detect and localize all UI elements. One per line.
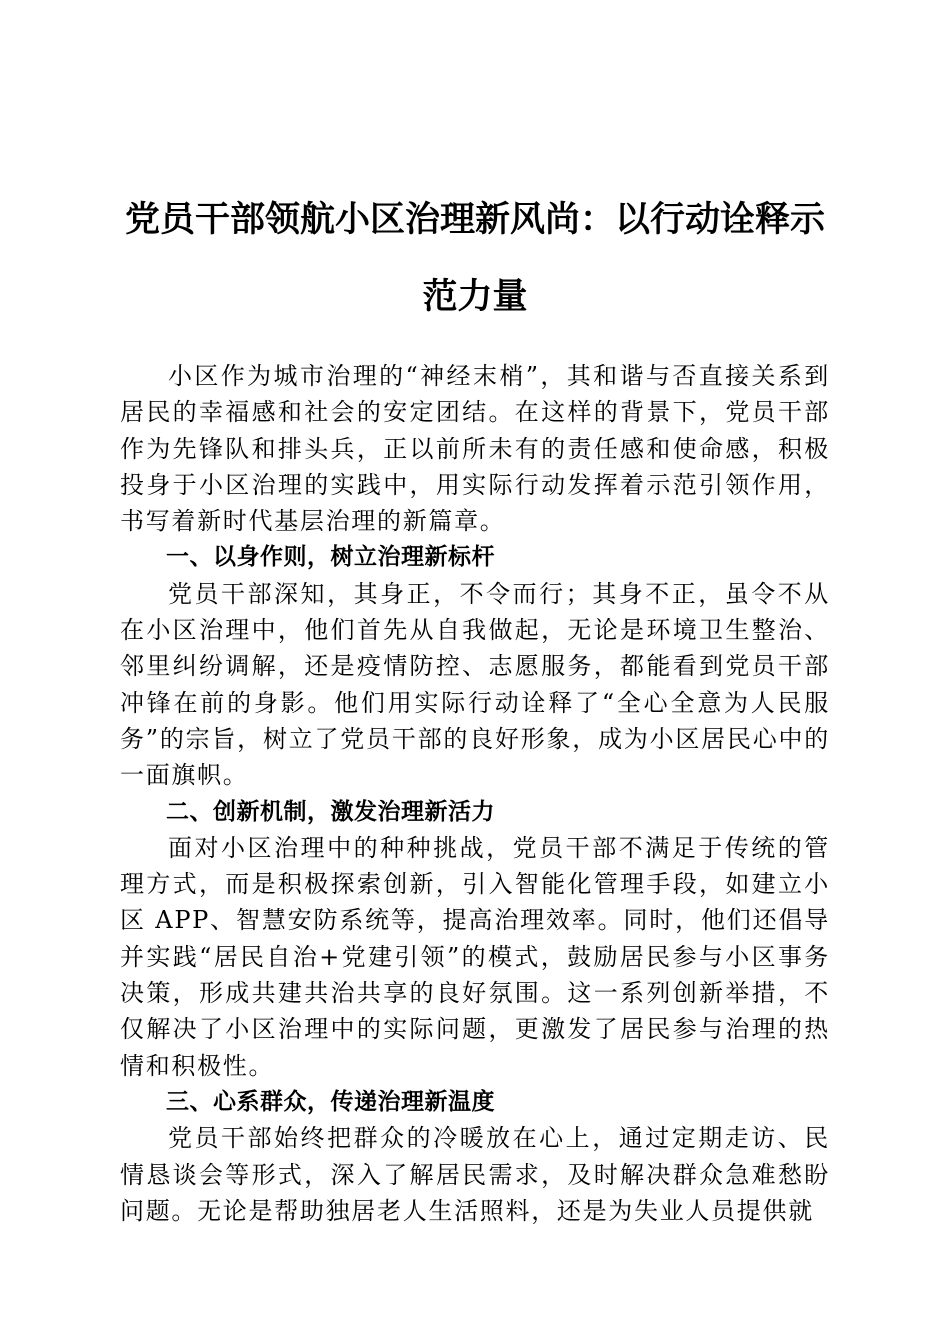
document-body (120, 358, 830, 1229)
intro-paragraph: 小区作为城市治理的“神经末梢”，其和谐与否直接关系到居民的幸福感和社会的安定团结。在这样的背景下，党员干部作为先锋队和排头兵，正以前所未有的责任感和使命感，积极投身于小区治理的实践中，用实际行动发挥着示范引领作用，书写着新时代基层治理的新篇章。 (120, 362, 830, 536)
section-paragraph-1: 党员干部深知，其身正，不令而行；其身不正，虽令不从在小区治理中，他们首先从自我做起，无论是环境卫生整治、邻里纠纷调解，还是疫情防控、志愿服务，都能看到党员干部冲锋在前的身影。他们用实际行动诠释了“全心全意为人民服务”的宗旨，树立了党员干部的良好形象，成为小区居民心中的一面旗帜。 (120, 579, 830, 790)
section-heading-2: 二、创新机制，激发治理新活力 (166, 798, 495, 825)
section-paragraph-2: 面对小区治理中的种种挑战，党员干部不满足于传统的管理方式，而是积极探索创新，引入智能化管理手段，如建立小区 APP、智慧安防系统等，提高治理效率。同时，他们还倡导并实践“居民自治+党建引领”的模式，鼓励居民参与小区事务决策，形成共建共治共享的良好氛围。这一系列创新举措，不仅解决了小区治理中的实际问题，更激发了居民参与治理的热情和积极性。 (120, 833, 830, 1080)
section-heading-1: 一、以身作则，树立治理新标杆 (166, 544, 495, 571)
section-paragraph-3: 党员干部始终把群众的冷暖放在心上，通过定期走访、民情恳谈会等形式，深入了解居民需求，及时解决群众急难愁盼问题。无论是帮助独居老人生活照料，还是为失业人员提供就 (120, 1124, 830, 1225)
document-title-line-2: 范力量 (422, 276, 528, 317)
document-title-line-1: 党员干部领航小区治理新风尚：以行动诠释示 (124, 199, 825, 240)
section-heading-3: 三、心系群众，传递治理新温度 (166, 1088, 495, 1115)
